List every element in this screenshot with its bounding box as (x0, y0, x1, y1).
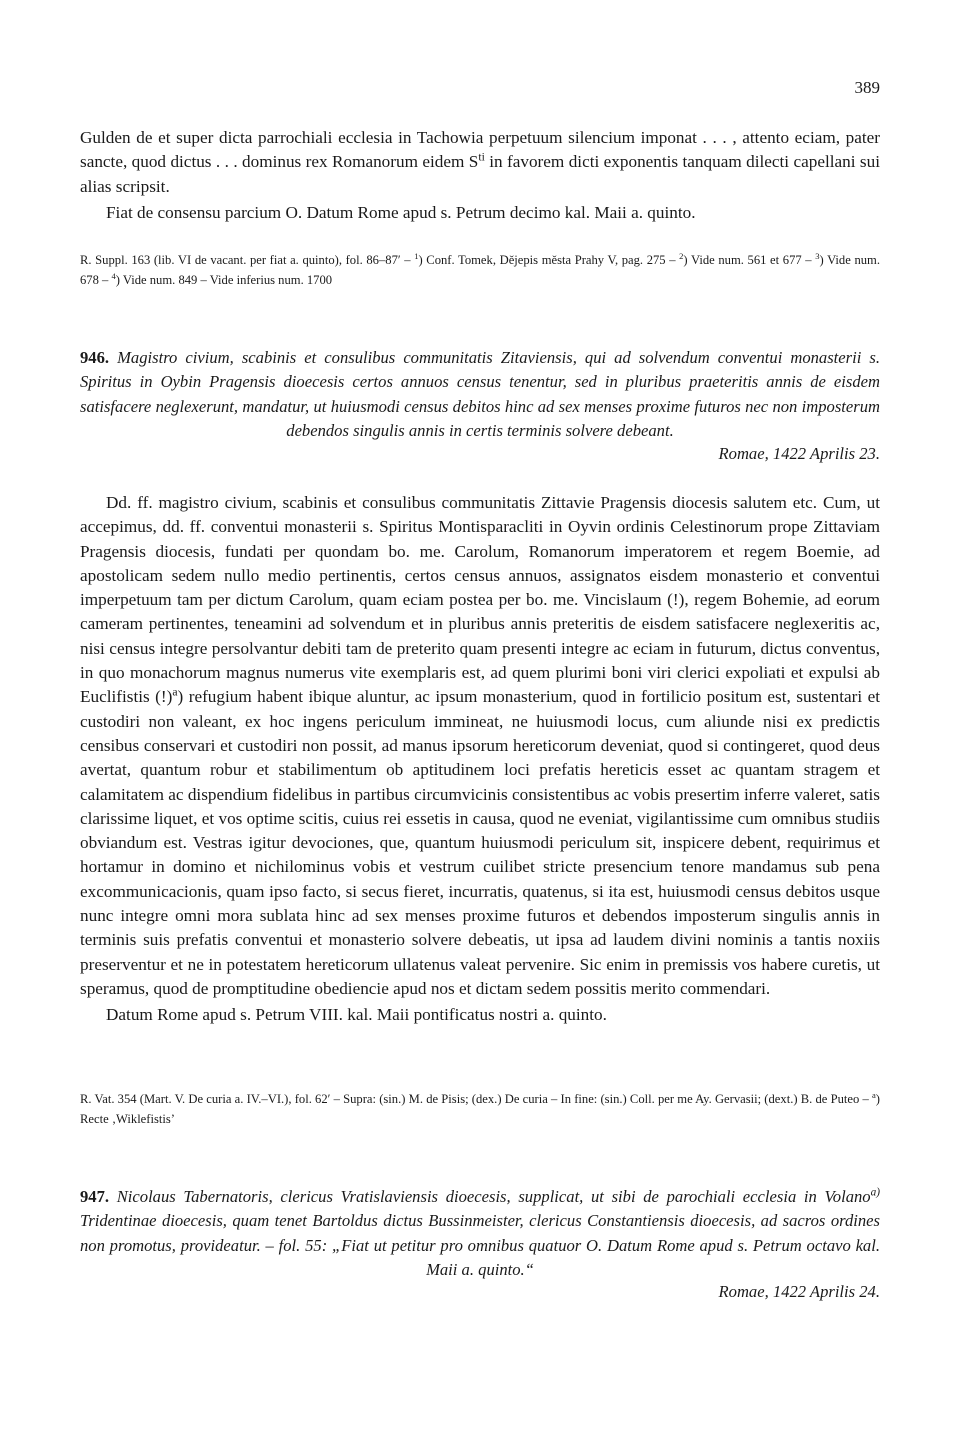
section-946-dateline: Romae, 1422 Aprilis 23. (718, 444, 880, 463)
regest-text: Nicolaus Tabernatoris, clericus Vratislaviensis dioecesis, supplicat, ut sibi de parochiali ecclesia in Volano (116, 1187, 871, 1206)
section-945-notes (80, 250, 880, 290)
regest-text: Magistro civium, scabinis et consulibus communitatis Zitaviensis, qui ad solvendum conventui monasterii s. Spiritus in Oybin Pragensis dioecesis certos annuos census tenentur, sed in pluribus praeteritis annis de eisdem satisfacere neglexerunt, mandatur, ut huiusmodi census debitos hinc ad sex menses proxime futuros nec non imposterum debendos singulis annis in certis terminis solvere debeant. (80, 348, 880, 440)
body-text-part: Dd. ff. magistro civium, scabinis et consulibus communitatis Zittavie Pragensis diocesis salutem etc. Cum, ut accepimus, dd. ff. conventui monasterii s. Spiritus Montisparacliti in Oyvin ordinis Celestinorum prope Zittaviam Pragensis diocesis, fundati per quondam bo. me. Carolum, Romanorum imperatorem et regem Boemie, ad apostolicam sedem nullo medio pertinentis, certos census annuos, assignatos eisdem monasterio et conventui imperpetuum tam per dictum Carolum, quam eciam postea per bo. me. Vincislaum (!), regem Bohemie, ad eorum cameram pertinentes, teneamini ad solvendum et in pluribus annis preteritis de eisdem satisfacere neglexeritis ac, nisi census integre persolvantur debiti tam de preterito quam presenti integre ac eciam in futurum, dictus conventus, in quo monachorum magnus numerus vite exemplaris est, ad quem plurimi boni viri clerici expoliati et expulsi ab Euclifistis (!) (80, 493, 880, 707)
entry-number: 946. (80, 348, 110, 367)
note-text: ) Vide num. 678 – (80, 253, 880, 287)
section-946-notes (80, 1089, 880, 1129)
note-marker: 2 (679, 250, 684, 261)
note-text: R. Vat. 354 (Mart. V. De curia a. IV.–VI.), fol. 62′ – Supra: (sin.) M. de Pisis; (dex.) De curia – In fine: (sin.) Coll. per me Ay. Gervasii; (dext.) B. de Puteo – (80, 1092, 872, 1106)
note-marker: 4 (111, 270, 116, 281)
section-945-text (80, 126, 880, 199)
note-text: ) Recte ‚Wiklefistis’ (80, 1092, 880, 1126)
body-text-part: in favorem dicti exponentis tanquam dilecti capellani sui alias scripsit. (80, 152, 880, 196)
letter-closing: Datum Rome apud s. Petrum VIII. kal. Maii pontificatus nostri a. quinto. (106, 1005, 607, 1025)
note-marker: 3 (815, 250, 820, 261)
letter-text (80, 491, 880, 1001)
note-text: ) Vide num. 561 et 677 – (683, 253, 816, 267)
note-marker: a (172, 685, 178, 699)
entry-number: 947. (80, 1187, 110, 1206)
section-946-regest (80, 346, 880, 443)
note-text: ) Conf. Tomek, Dějepis města Prahy V, pag. 275 – (418, 253, 680, 267)
section-946-body (80, 491, 880, 1028)
page-number: 389 (854, 78, 880, 97)
note-marker: a (872, 1089, 876, 1100)
section-947-dateline: Romae, 1422 Aprilis 24. (718, 1282, 880, 1301)
note-marker: 1 (414, 250, 419, 261)
note-text: R. Suppl. 163 (lib. VI de vacant. per fiat a. quinto), fol. 86–87′ – (80, 253, 415, 267)
section-945-closing: Fiat de consensu parcium O. Datum Rome apud s. Petrum decimo kal. Maii a. quinto. (106, 202, 696, 222)
note-text: ) Vide num. 849 – Vide inferius num. 1700 (115, 273, 333, 287)
note-marker: a) (870, 1186, 880, 1199)
superscript: ti (478, 150, 485, 164)
section-945-body (80, 126, 880, 225)
regest-text: Tridentinae dioecesis, quam tenet Bartoldus dictus Bussinmeister, clericus Constantiensis dioecesis, ad sacros ordines non promotus, provideatur. – fol. 55: „Fiat ut petitur pro omnibus quatuor O. Datum Rome apud s. Petrum octavo kal. Maii a. quinto.“ (80, 1211, 880, 1279)
body-text-part: ) refugium habent ibique aluntur, ac ipsum monasterium, quod in fortilicio positum est, sustentari et custodiri non valeant, ex hoc ingens periculum immineat, ne huiusmodi locus, cum aliunde nisi ex predictis censibus conservari et custodiri non possit, ad manus ipsorum hereticorum deveniat, quod si contingeret, quod deus avertat, quantum robur et stabilimentum ob aptitudinem loci prefatis hereticis esset ac quantam stragem et calamitatem ac dispendium fidelibus in partibus circumvicinis consistentibus ac vobis presertim inferre valeret, satis clarissime liquet, et vos optime scitis, cuius rei essetis in causa, quod ne eveniat, vigilantissime cum omnibus studiis obviandum est. Vestras igitur devociones, que, quantum huiusmodi periculum sit, inspicere debent, requirimus et hortamur in domino et nichilominus vobis et vestrum cuilibet stricte presencium tenore mandamus sub pena excommunicacionis, quam ipso facto, si secus fieret, incurratis, quatenus, si ita est, huiusmodi census debitos usque nunc integre omni mora sublata hinc ad sex menses proxime futuros et debendos imposterum singulis annis in terminis suis prefatis conventui et monasterio solvere debeatis, ut ipsa ad laudem divini nominis a tantis noxiis preserventur et ne in potestatem hereticorum ullatenus valeat pervenire. Sic enim in premissis vos habere curetis, ut speramus, quod de promptitudine obediencie apud nos et dictam sedem possitis merito commendari. (80, 687, 881, 998)
section-947-regest (80, 1185, 880, 1282)
body-text-part: Gulden de et super dicta parrochiali ecclesia in Tachowia perpetuum silencium imponat . . . , attento eciam, pater sancte, quod dictus . . . dominus rex Romanorum eidem S (80, 128, 880, 172)
